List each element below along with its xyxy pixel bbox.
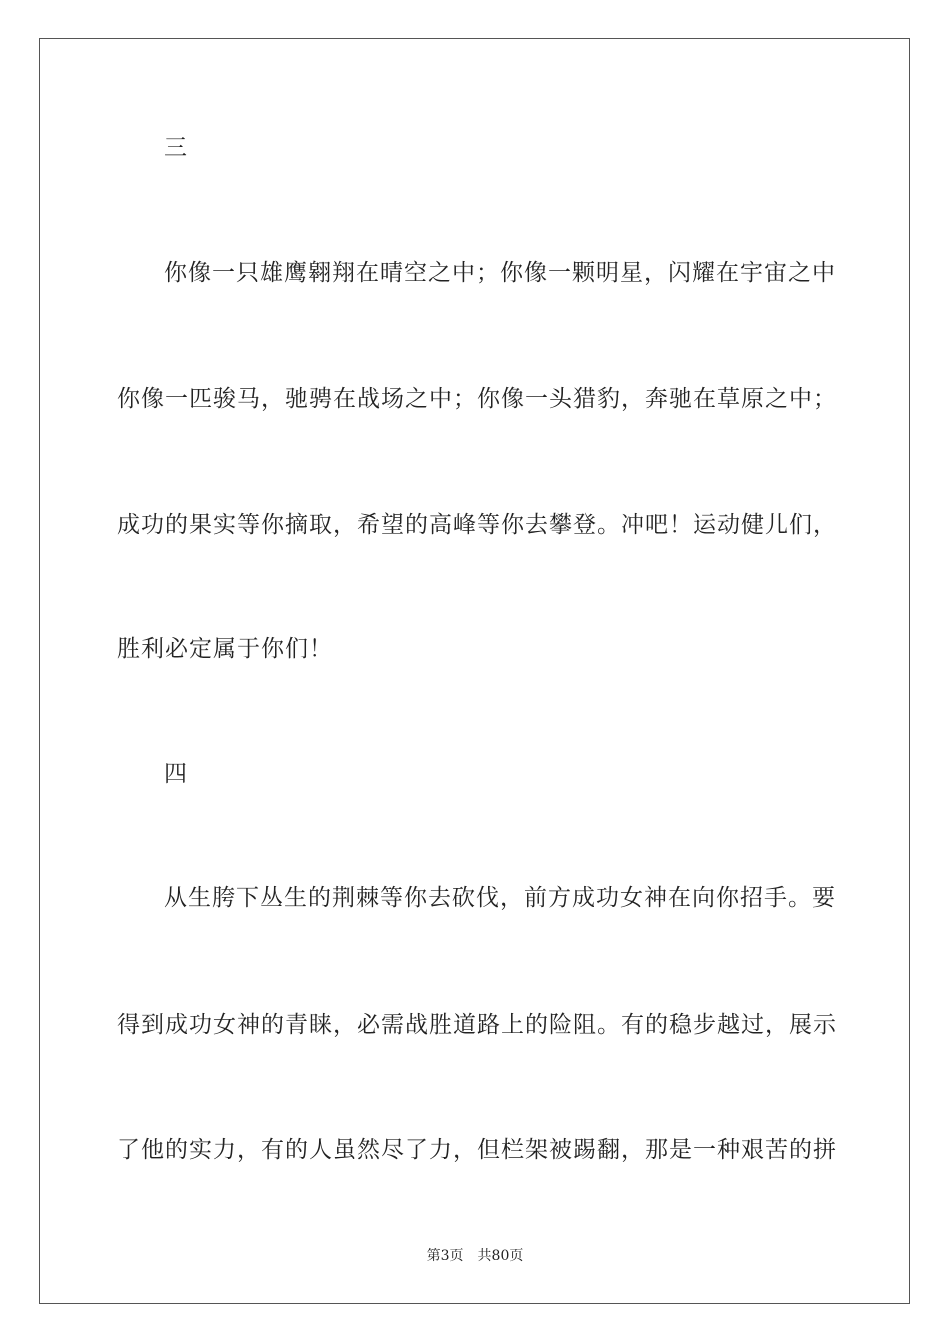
page-number: 第3页: [426, 1248, 464, 1264]
paragraph-line: 从生胯下丛生的荆棘等你去砍伐，前方成功女神在向你招手。要: [164, 885, 836, 911]
section-heading-4: 四: [164, 761, 188, 787]
paragraph-line: 你像一匹骏马，驰骋在战场之中；你像一头猎豹，奔驰在草原之中；: [117, 386, 837, 412]
page-total: 共80页: [477, 1248, 524, 1264]
paragraph-line: 了他的实力，有的人虽然尽了力，但栏架被踢翻，那是一种艰苦的拼: [117, 1137, 837, 1163]
section-heading-3: 三: [164, 135, 188, 161]
paragraph-line: 你像一只雄鹰翱翔在晴空之中；你像一颗明星，闪耀在宇宙之中: [164, 260, 836, 286]
page-border: [39, 38, 910, 1304]
paragraph-line: 胜利必定属于你们！: [117, 636, 333, 662]
paragraph-line: 得到成功女神的青睐，必需战胜道路上的险阻。有的稳步越过，展示: [117, 1012, 837, 1038]
page-footer: [0, 1247, 950, 1265]
paragraph-line: 成功的果实等你摘取，希望的高峰等你去攀登。冲吧！运动健儿们，: [117, 512, 837, 538]
